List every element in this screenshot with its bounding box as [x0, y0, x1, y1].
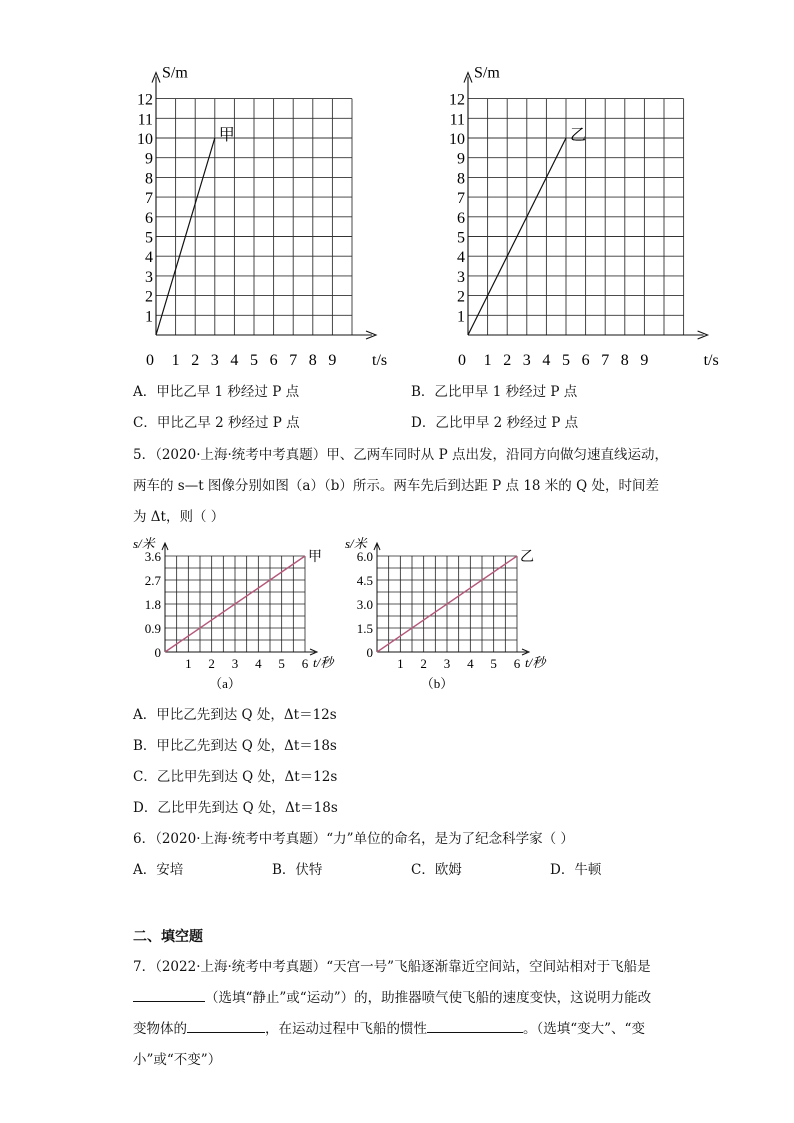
x-tick-label: 6 — [301, 656, 309, 671]
q5-option-a: A．甲比乙先到达 Q 处，Δt＝12s — [133, 707, 337, 723]
x-tick-label: 4 — [467, 656, 474, 671]
x-tick-label: 7 — [289, 352, 298, 369]
y-tick-label: 9 — [457, 150, 465, 168]
q6-option-b: B．伏特 — [272, 862, 323, 878]
x-tick-label: 5 — [250, 352, 258, 369]
y-tick-label: 1.8 — [144, 597, 161, 612]
q7-line3-start: 变物体的 — [133, 1021, 187, 1037]
y-tick-label: 1.5 — [356, 621, 373, 636]
y-tick-label: 4 — [145, 249, 153, 267]
q7-stem-line1: 7．（2022·上海·统考中考真题）“天宫一号”飞船逐渐靠近空间站，空间站相对于飞船是 — [133, 959, 651, 975]
q5-stem-line3: 为 Δt，则（ ） — [133, 509, 225, 525]
y-tick-label: 5 — [145, 229, 153, 247]
y-axis-label: s/米 — [133, 536, 155, 551]
series-label: 甲 — [308, 550, 322, 565]
x-axis-label: t/s — [372, 352, 388, 369]
y-tick-label: 0 — [154, 645, 161, 660]
y-tick-label: 8 — [457, 170, 465, 188]
x-tick-label: 5 — [278, 656, 285, 671]
y-tick-label: 10 — [449, 131, 465, 148]
q6-option-a: A．安培 — [133, 862, 184, 878]
y-tick-label: 10 — [137, 131, 153, 148]
q7-answer-blank-1[interactable] — [133, 987, 205, 1002]
q6-stem: 6．（2020·上海·统考中考真题）“力”单位的命名，是为了纪念科学家（ ） — [133, 831, 574, 847]
q5-option-b: B．甲比乙先到达 Q 处，Δt＝18s — [133, 738, 337, 754]
q7-stem-line4: 小”或“不变”） — [133, 1052, 222, 1068]
y-tick-label: 0.9 — [144, 621, 161, 636]
q5-stem-line1: 5．（2020·上海·统考中考真题）甲、乙两车同时从 P 点出发，沿同方向做匀速直线运动， — [133, 447, 668, 463]
x-axis-label: t/s — [703, 352, 719, 369]
chart-caption: （b） — [420, 676, 454, 691]
y-axis-label: S/m — [474, 64, 500, 82]
y-tick-label: 2.7 — [144, 573, 161, 588]
x-tick-label: 3 — [443, 656, 451, 671]
y-tick-label: 6 — [145, 209, 153, 227]
x-tick-label: 6 — [513, 656, 521, 671]
x-tick-label: 2 — [503, 352, 512, 369]
y-tick-label: 0 — [366, 645, 373, 660]
series-label: 甲 — [218, 127, 235, 144]
chart-jia-s-t — [130, 62, 388, 369]
x-tick-label: 4 — [230, 352, 239, 369]
x-tick-label: 8 — [620, 352, 629, 369]
y-tick-label: 7 — [145, 190, 153, 208]
q7-answer-blank-3[interactable] — [427, 1018, 523, 1033]
x-tick-label: 6 — [581, 352, 590, 369]
q7-line2-text: （选填“静止”或“运动”）的，助推器喷气使飞船的速度变快，这说明力能改 — [205, 990, 652, 1006]
x-tick-label: 4 — [542, 352, 551, 369]
q4-option-d: D．乙比甲早 2 秒经过 P 点 — [411, 415, 579, 431]
y-tick-label: 4.5 — [356, 573, 373, 588]
x-tick-label: 9 — [640, 352, 649, 369]
q6-option-d: D．牛顿 — [550, 862, 602, 878]
x-tick-label: 8 — [308, 352, 317, 369]
q5-stem-line2: 两车的 s—t 图像分别如图（a）（b）所示。两车先后到达距 P 点 18 米的 Q 处，时间差 — [133, 478, 659, 494]
chart-b-yi — [340, 530, 555, 695]
q7-line3-end: 。（选填“变大”、“变 — [523, 1021, 645, 1037]
y-tick-label: 9 — [145, 150, 153, 168]
q7-answer-blank-2[interactable] — [187, 1018, 265, 1033]
y-tick-label: 3.0 — [356, 597, 373, 612]
y-axis-label: s/米 — [345, 536, 367, 551]
x-tick-label: 1 — [397, 656, 404, 671]
y-tick-label: 4 — [457, 249, 465, 267]
y-tick-label: 6.0 — [356, 549, 373, 564]
q6-option-c: C．欧姆 — [411, 862, 462, 878]
y-tick-label: 11 — [137, 111, 153, 129]
x-tick-label: 1 — [171, 352, 180, 369]
y-tick-label: 1 — [457, 308, 465, 326]
chart-caption: （a） — [209, 676, 241, 691]
y-tick-label: 2 — [457, 288, 465, 306]
y-tick-label: 12 — [137, 91, 153, 109]
series-label: 乙 — [570, 127, 587, 144]
y-tick-label: 1 — [145, 308, 153, 326]
q4-option-c: C．甲比乙早 2 秒经过 P 点 — [133, 415, 300, 431]
y-tick-label: 3.6 — [144, 549, 161, 564]
origin-label: 0 — [146, 352, 154, 369]
y-tick-label: 5 — [457, 229, 465, 247]
x-tick-label: 7 — [601, 352, 610, 369]
x-tick-label: 1 — [185, 656, 192, 671]
q5-option-c: C．乙比甲先到达 Q 处，Δt＝12s — [133, 769, 338, 785]
y-axis-label: S/m — [162, 64, 188, 82]
x-axis-label: t/秒 — [313, 655, 334, 670]
y-tick-label: 2 — [145, 288, 153, 306]
chart-yi-s-t — [440, 62, 719, 369]
q7-stem-line3 — [133, 1017, 645, 1037]
y-tick-label: 11 — [449, 111, 465, 129]
x-axis-label: t/秒 — [525, 655, 546, 670]
x-tick-label: 9 — [328, 352, 337, 369]
y-tick-label: 6 — [457, 209, 465, 227]
q7-stem-line2 — [133, 986, 651, 1006]
x-tick-label: 6 — [269, 352, 278, 369]
x-tick-label: 3 — [210, 352, 219, 369]
x-tick-label: 5 — [562, 352, 570, 369]
y-tick-label: 8 — [145, 170, 153, 188]
q4-option-a: A．甲比乙早 1 秒经过 P 点 — [133, 384, 300, 400]
x-tick-label: 1 — [483, 352, 492, 369]
q5-option-d: D．乙比甲先到达 Q 处，Δt＝18s — [133, 800, 338, 816]
q4-option-b: B．乙比甲早 1 秒经过 P 点 — [411, 384, 578, 400]
chart-a-jia — [128, 530, 338, 695]
origin-label: 0 — [458, 352, 466, 369]
x-tick-label: 3 — [522, 352, 531, 369]
x-tick-label: 3 — [231, 656, 239, 671]
x-tick-label: 4 — [255, 656, 262, 671]
q7-line3-mid: ，在运动过程中飞船的惯性 — [265, 1021, 427, 1037]
x-tick-label: 2 — [420, 656, 427, 671]
x-tick-label: 5 — [490, 656, 497, 671]
y-tick-label: 12 — [449, 91, 465, 109]
section-title-fill-in: 二、填空题 — [133, 929, 203, 945]
series-label: 乙 — [520, 550, 534, 565]
y-tick-label: 3 — [145, 268, 153, 286]
x-tick-label: 2 — [191, 352, 200, 369]
x-tick-label: 2 — [208, 656, 215, 671]
y-tick-label: 3 — [457, 268, 465, 286]
y-tick-label: 7 — [457, 190, 465, 208]
